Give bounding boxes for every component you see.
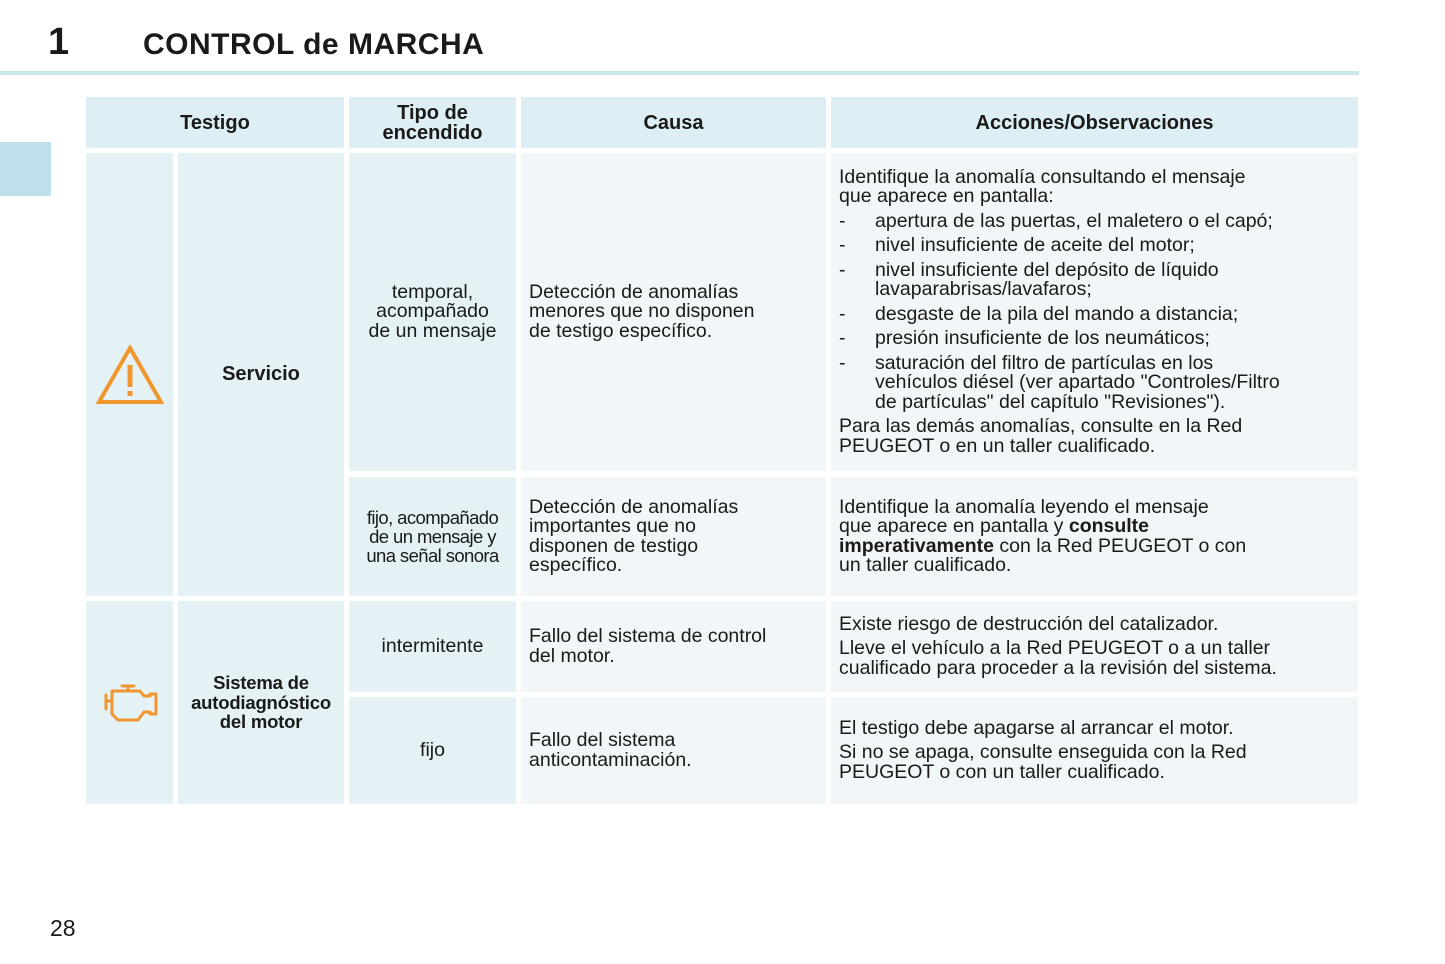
chapter-number: 1 (48, 21, 70, 63)
servicio-name-cell (178, 153, 344, 596)
acciones-line: Existe riesgo de destrucción del catalizador. (839, 612, 1219, 635)
causa-line: Detección de anomalías (529, 495, 739, 518)
motor-name-cell (178, 601, 344, 804)
causa-line: Fallo del sistema (529, 729, 676, 751)
motor-row1-causa (521, 601, 826, 692)
bullet-line: presión insuficiente de los neumáticos; (875, 327, 1210, 350)
causa-line: importantes que no (529, 515, 696, 537)
acciones-line: El testigo debe apagarse al arrancar el motor. (839, 716, 1234, 739)
acciones-emphasis: imperativamente (839, 534, 994, 557)
page-number: 28 (50, 915, 76, 941)
causa-line: del motor. (529, 644, 615, 667)
warning-triangle-icon (96, 345, 164, 405)
acciones-line: que aparece en pantalla: (839, 185, 1054, 208)
column-header-causa (521, 97, 826, 148)
motor-icon-cell (86, 601, 173, 804)
column-header-acciones-label: Acciones/Observaciones (975, 111, 1214, 134)
bullet-line: de partículas" del capítulo "Revisiones"). (875, 390, 1226, 413)
servicio-row2-acciones (831, 477, 1358, 596)
causa-line: de testigo específico. (529, 319, 713, 342)
servicio-name: Servicio (222, 362, 300, 385)
causa-line: disponen de testigo (529, 534, 699, 557)
acciones-bullet-item (839, 209, 1352, 232)
column-header-tipo-line: Tipo de (397, 101, 468, 124)
bullet-line: apertura de las puertas, el maletero o el capó; (875, 209, 1273, 232)
servicio-row1-tipo (349, 153, 516, 471)
acciones-bullet-item (839, 351, 1352, 413)
acciones-bullet-item (839, 236, 1352, 256)
acciones-line: PEUGEOT o con un taller cualificado. (839, 760, 1165, 783)
tipo-line: de un mensaje (368, 319, 497, 342)
column-header-causa-label: Causa (643, 111, 704, 134)
bullet-mark: - (839, 209, 846, 232)
acciones-line: Identifique la anomalía consultando el mensaje (839, 165, 1246, 188)
bullet-line: desgaste de la pila del mando a distancia; (875, 302, 1239, 325)
causa-line: Detección de anomalías (529, 280, 739, 303)
servicio-row1-acciones (831, 153, 1358, 471)
causa-line: menores que no disponen (529, 300, 755, 323)
motor-row1-tipo (349, 601, 516, 692)
causa-line: específico. (529, 554, 623, 576)
motor-row2-acciones (831, 697, 1358, 804)
causa-line: Fallo del sistema de control (529, 625, 767, 647)
acciones-line: un taller cualificado. (839, 554, 1012, 576)
bullet-line: nivel insuficiente del depósito de líquido (875, 258, 1219, 281)
acciones-bullet-item (839, 258, 1352, 301)
acciones-line: cualificado para proceder a la revisión del sistema. (839, 656, 1277, 679)
acciones-line: PEUGEOT o en un taller cualificado. (839, 434, 1156, 457)
servicio-row2-causa (521, 477, 826, 596)
acciones-text: con la Red PEUGEOT o con (993, 534, 1247, 557)
bullet-line: vehículos diésel (ver apartado "Controles/Filtro (875, 371, 1280, 394)
servicio-row2-tipo (349, 477, 516, 596)
bullet-mark: - (839, 351, 846, 374)
tipo-line: de un mensaje y (369, 526, 496, 547)
motor-row2-causa (521, 697, 826, 804)
acciones-emphasis: consulte (1068, 515, 1150, 537)
column-header-testigo-label: Testigo (180, 111, 250, 134)
tipo-line: fijo (420, 738, 445, 761)
column-header-tipo (349, 97, 516, 148)
acciones-text: que aparece en pantalla y (839, 515, 1069, 537)
chapter-side-tab (0, 142, 51, 196)
tipo-line: fijo, acompañado (366, 507, 499, 528)
page-title: CONTROL de MARCHA (143, 28, 485, 61)
title-underline (0, 71, 1359, 75)
causa-line: anticontaminación. (529, 748, 692, 771)
acciones-line: Lleve el vehículo a la Red PEUGEOT o a un taller (839, 637, 1271, 660)
motor-name-line: del motor (219, 711, 303, 733)
bullet-mark: - (839, 327, 846, 350)
bullet-line: nivel insuficiente de aceite del motor; (875, 234, 1195, 257)
acciones-line: Si no se apaga, consulte enseguida con la Red (839, 741, 1247, 764)
motor-row1-acciones (831, 601, 1358, 692)
servicio-row1-causa (521, 153, 826, 471)
acciones-line: Para las demás anomalías, consulte en la Red (839, 415, 1243, 438)
acciones-bullet-item (839, 329, 1352, 349)
column-header-tipo-line: encendido (382, 121, 483, 144)
acciones-line: Identifique la anomalía leyendo el mensaje (839, 495, 1209, 518)
engine-check-icon (100, 681, 160, 725)
motor-name-line: autodiagnóstico (191, 691, 331, 713)
bullet-line: saturación del filtro de partículas en los (875, 351, 1214, 374)
bullet-line: lavaparabrisas/lavafaros; (875, 278, 1092, 301)
motor-name-line: Sistema de (213, 672, 309, 694)
bullet-mark: - (839, 258, 846, 281)
acciones-bullet-item (839, 302, 1352, 325)
servicio-icon-cell (86, 153, 173, 596)
column-header-testigo (86, 97, 344, 148)
tipo-line: acompañado (376, 300, 489, 323)
tipo-line: una señal sonora (366, 545, 499, 566)
tipo-line: temporal, (391, 280, 474, 303)
bullet-mark: - (839, 234, 846, 257)
bullet-mark: - (839, 302, 846, 325)
tipo-line: intermitente (381, 634, 484, 657)
column-header-acciones (831, 97, 1358, 148)
motor-row2-tipo (349, 697, 516, 804)
